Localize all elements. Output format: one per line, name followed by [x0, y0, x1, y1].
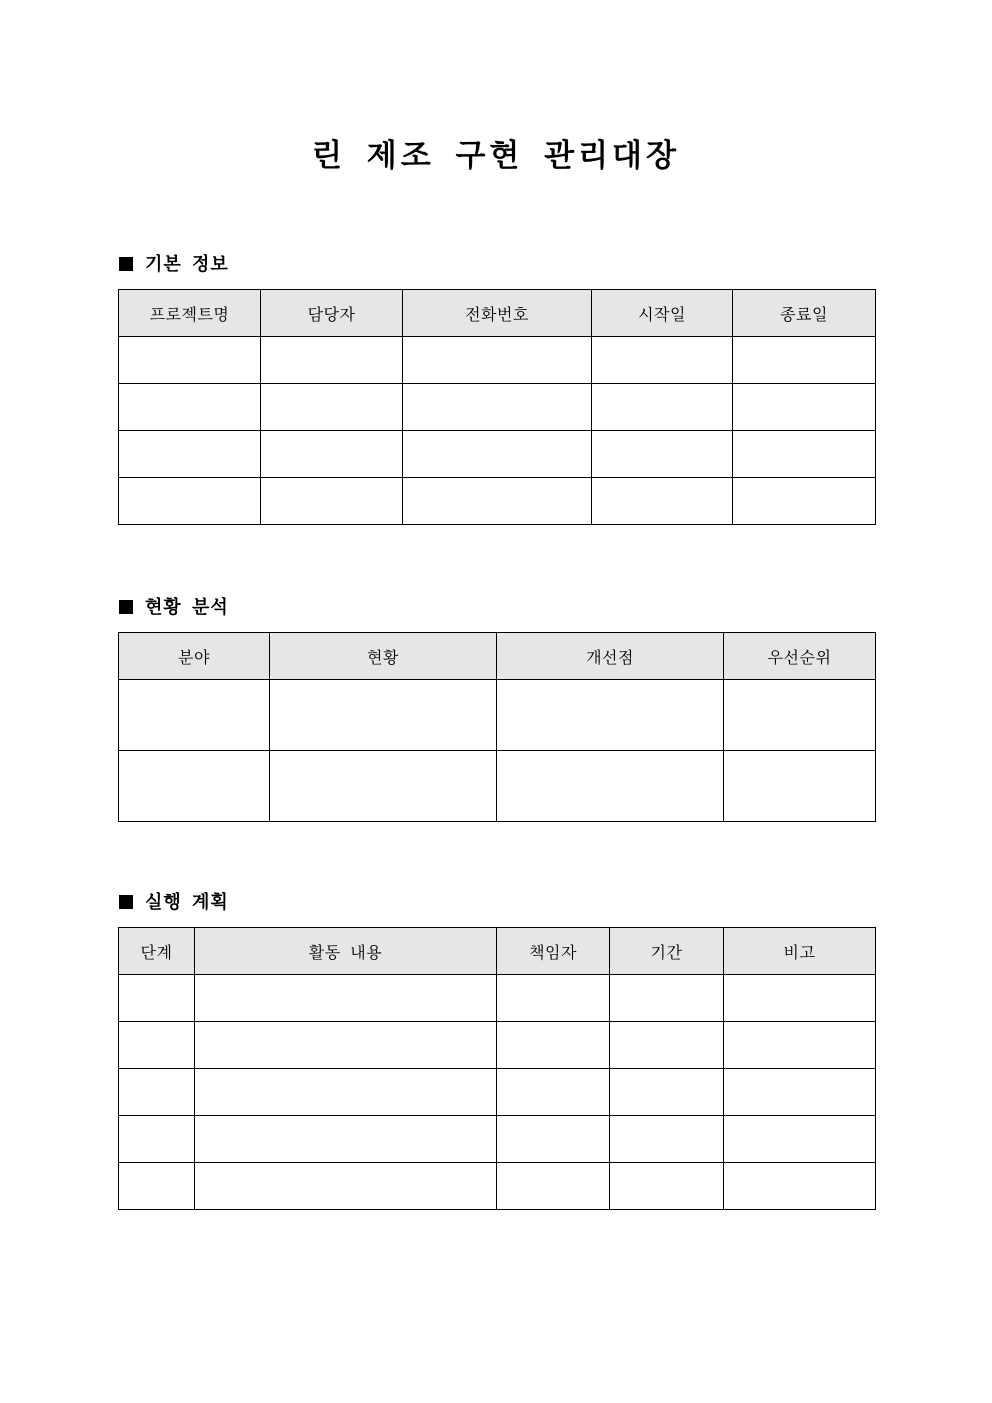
- table-row: [119, 431, 876, 478]
- action-plan-table: [118, 927, 876, 1210]
- table-cell[interactable]: [403, 337, 592, 384]
- table-cell[interactable]: [497, 1069, 610, 1116]
- table-cell[interactable]: [592, 478, 733, 525]
- table-row: [119, 1069, 876, 1116]
- table-cell[interactable]: [119, 478, 261, 525]
- table-cell[interactable]: [403, 384, 592, 431]
- square-bullet-icon: [119, 895, 133, 909]
- table-cell[interactable]: [261, 384, 403, 431]
- section-heading-action-plan: [119, 890, 229, 916]
- table-header-row: [119, 633, 876, 680]
- header-end-date: 종료일: [733, 290, 876, 337]
- header-phone: 전화번호: [403, 290, 592, 337]
- table-cell[interactable]: [610, 1116, 724, 1163]
- table-cell[interactable]: [497, 680, 724, 751]
- section-heading-basic-info: [119, 252, 229, 278]
- status-analysis-table: [118, 632, 876, 822]
- table-cell[interactable]: [592, 431, 733, 478]
- table-cell[interactable]: [724, 680, 876, 751]
- table-row: [119, 478, 876, 525]
- table-header-row: [119, 928, 876, 975]
- table-cell[interactable]: [261, 337, 403, 384]
- header-period: 기간: [610, 928, 724, 975]
- table-cell[interactable]: [724, 1163, 876, 1210]
- table-cell[interactable]: [403, 431, 592, 478]
- table-cell[interactable]: [733, 431, 876, 478]
- header-manager: 담당자: [261, 290, 403, 337]
- table-cell[interactable]: [195, 1163, 497, 1210]
- table-cell[interactable]: [119, 680, 270, 751]
- table-cell[interactable]: [724, 1069, 876, 1116]
- header-owner: 책임자: [497, 928, 610, 975]
- header-start-date: 시작일: [592, 290, 733, 337]
- table-cell[interactable]: [724, 1116, 876, 1163]
- table-cell[interactable]: [724, 751, 876, 822]
- table-cell[interactable]: [592, 384, 733, 431]
- square-bullet-icon: [119, 257, 133, 271]
- table-row: [119, 337, 876, 384]
- section-heading-label: 실행 계획: [145, 892, 229, 913]
- table-cell[interactable]: [724, 975, 876, 1022]
- table-cell[interactable]: [497, 1022, 610, 1069]
- table-cell[interactable]: [733, 337, 876, 384]
- section-heading-status-analysis: [119, 595, 229, 621]
- table-cell[interactable]: [610, 1163, 724, 1210]
- table-cell[interactable]: [195, 1069, 497, 1116]
- table-cell[interactable]: [261, 431, 403, 478]
- table-cell[interactable]: [497, 751, 724, 822]
- table-cell[interactable]: [119, 751, 270, 822]
- table-cell[interactable]: [497, 1163, 610, 1210]
- table-row: [119, 680, 876, 751]
- table-row: [119, 384, 876, 431]
- table-cell[interactable]: [497, 975, 610, 1022]
- table-cell[interactable]: [119, 431, 261, 478]
- basic-info-table: [118, 289, 876, 525]
- header-activity: 활동 내용: [195, 928, 497, 975]
- header-status: 현황: [270, 633, 497, 680]
- table-cell[interactable]: [119, 337, 261, 384]
- table-cell[interactable]: [733, 478, 876, 525]
- header-project-name: 프로젝트명: [119, 290, 261, 337]
- table-cell[interactable]: [497, 1116, 610, 1163]
- table-row: [119, 1022, 876, 1069]
- table-cell[interactable]: [195, 975, 497, 1022]
- table-cell[interactable]: [195, 1116, 497, 1163]
- document-title: 린 제조 구현 관리대장: [312, 138, 680, 174]
- section-heading-label: 기본 정보: [145, 254, 229, 275]
- table-cell[interactable]: [261, 478, 403, 525]
- table-cell[interactable]: [119, 1069, 195, 1116]
- table-row: [119, 751, 876, 822]
- header-priority: 우선순위: [724, 633, 876, 680]
- table-cell[interactable]: [610, 1022, 724, 1069]
- header-area: 분야: [119, 633, 270, 680]
- table-cell[interactable]: [119, 384, 261, 431]
- table-cell[interactable]: [119, 1163, 195, 1210]
- table-cell[interactable]: [403, 478, 592, 525]
- table-cell[interactable]: [610, 1069, 724, 1116]
- table-cell[interactable]: [119, 975, 195, 1022]
- table-row: [119, 1163, 876, 1210]
- header-improvement: 개선점: [497, 633, 724, 680]
- section-heading-label: 현황 분석: [145, 597, 229, 618]
- table-cell[interactable]: [724, 1022, 876, 1069]
- header-remarks: 비고: [724, 928, 876, 975]
- table-header-row: [119, 290, 876, 337]
- table-cell[interactable]: [195, 1022, 497, 1069]
- table-cell[interactable]: [592, 337, 733, 384]
- table-cell[interactable]: [270, 751, 497, 822]
- table-cell[interactable]: [119, 1116, 195, 1163]
- header-stage: 단계: [119, 928, 195, 975]
- table-row: [119, 975, 876, 1022]
- square-bullet-icon: [119, 600, 133, 614]
- table-row: [119, 1116, 876, 1163]
- table-cell[interactable]: [119, 1022, 195, 1069]
- table-cell[interactable]: [610, 975, 724, 1022]
- table-cell[interactable]: [733, 384, 876, 431]
- table-cell[interactable]: [270, 680, 497, 751]
